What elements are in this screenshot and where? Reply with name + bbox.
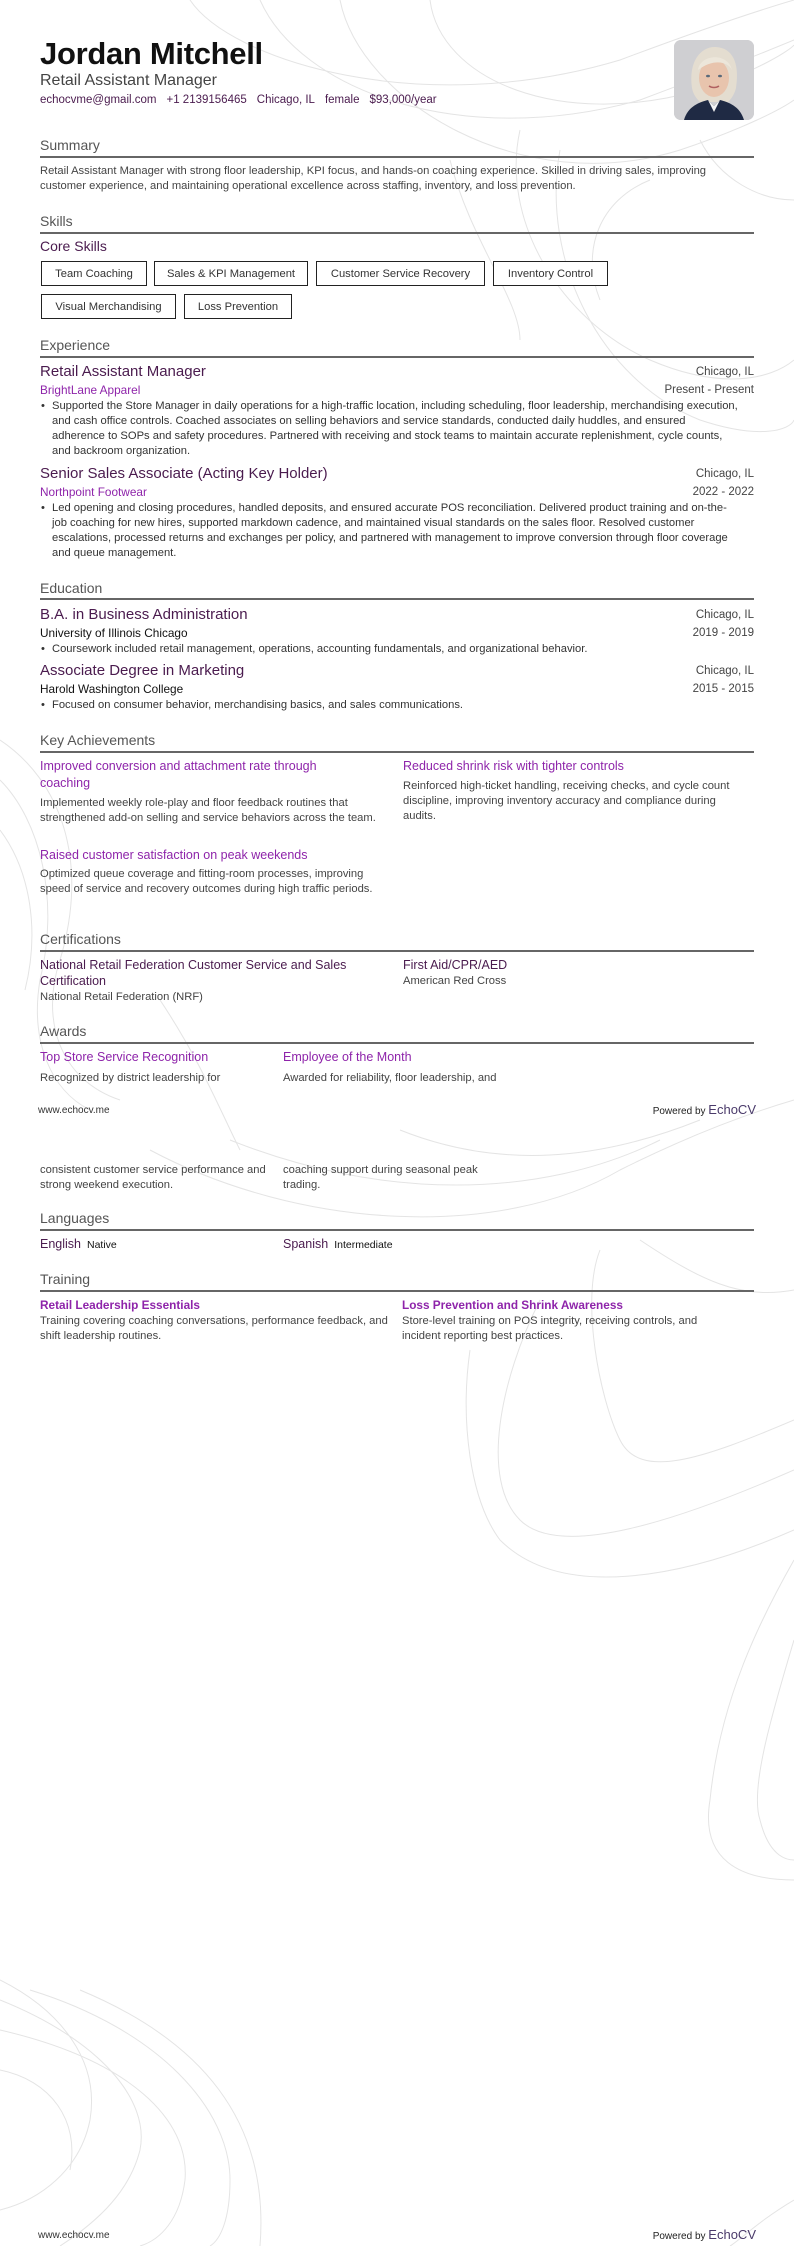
footer-website-link[interactable]: www.echocv.me [38,1105,110,1116]
achievement-text: Reinforced high-ticket handling, receiving checks, and cycle count discipline, improving inventory accuracy and compliance during audits. [403,780,730,822]
language-item [283,1237,393,1251]
skill-chip: Customer Service Recovery [316,261,485,286]
section-divider [40,751,754,753]
footer-powered-by [653,1102,756,1117]
job-bullet: • Supported the Store Manager in daily operations for a high-traffic location, including scheduling, floor leadership, merchandising execution, and cash office controls. Coached associates on selling behaviors and service standards, conducted daily huddles, and ensured adherence to SOPs and safety procedures. Partnered with receiving and stock teams to maintain accurate replenishment, cycle counts, and backroom organization. [40,399,740,459]
section-title-training: Training [40,1271,91,1287]
achievement-text: Implemented weekly role-play and floor feedback routines that strengthened add-on selling and service behaviors across the team. [40,797,376,824]
training-text: Store-level training on POS integrity, receiving controls, and incident reporting best practices. [402,1315,698,1342]
job-dates: Present - Present [664,384,754,396]
section-title-languages: Languages [40,1210,110,1226]
job-title: Senior Sales Associate (Acting Key Holder) [40,465,328,482]
skill-chip: Sales & KPI Management [154,261,308,286]
award-title: Employee of the Month [283,1050,412,1064]
section-divider [40,356,754,358]
award-title: Top Store Service Recognition [40,1050,209,1064]
achievement-title: Reduced shrink risk with tighter controls [403,759,624,773]
job-location: Chicago, IL [695,366,754,378]
contact-location: Chicago, IL [256,94,315,106]
brand-name[interactable]: EchoCV [708,1102,756,1117]
education-location: Chicago, IL [695,609,754,621]
candidate-title: Retail Assistant Manager [40,72,217,89]
footer-website-link[interactable]: www.echocv.me [38,2230,110,2241]
section-title-certifications: Certifications [40,931,121,947]
award-text: Recognized by district leadership for [40,1072,221,1084]
language-name: Spanish [283,1237,329,1251]
job-title: Retail Assistant Manager [40,363,206,380]
section-title-summary: Summary [40,137,100,153]
skill-chip: Loss Prevention [184,294,292,319]
portrait-icon [674,40,754,120]
award-text: Awarded for reliability, floor leadership, and [283,1072,497,1084]
skill-chip: Team Coaching [41,261,147,286]
certification-name: National Retail Federation Customer Service and Sales Certification [40,958,347,988]
education-bullet: • Coursework included retail management, operations, accounting fundamentals, and organizational behavior. [40,642,740,657]
section-title-achievements: Key Achievements [40,732,156,748]
section-divider [40,1042,754,1044]
job-company: Northpoint Footwear [40,485,147,499]
training-title: Retail Leadership Essentials [40,1298,200,1312]
section-title-awards: Awards [40,1023,87,1039]
language-level: Native [87,1239,117,1251]
training-text: Training covering coaching conversations, performance feedback, and shift leadership routines. [40,1315,388,1342]
job-company: BrightLane Apparel [40,383,141,397]
section-divider [40,950,754,952]
skill-chip: Inventory Control [493,261,608,286]
education-dates: 2015 - 2015 [692,683,754,695]
section-divider [40,156,754,158]
language-name: English [40,1237,81,1251]
degree-title: B.A. in Business Administration [40,606,248,623]
degree-title: Associate Degree in Marketing [40,662,245,679]
contact-email[interactable]: echocvme@gmail.com [40,94,157,106]
job-bullet: • Led opening and closing procedures, handled deposits, and ensured accurate POS reconciliation. Delivered product training and on-the-job coaching for new hires, supported markdown cadence, and maintained visual standards on the sales floor. Resolved customer escalations, processed returns and exchanges per policy, and partnered with management to improve conversion through floor coverage and queue management. [40,501,740,561]
contact-info [40,94,437,106]
job-dates: 2022 - 2022 [692,486,754,498]
achievement-title: Improved conversion and attachment rate through coaching [40,759,317,790]
achievement-title: Raised customer satisfaction on peak weekends [40,848,308,862]
school-name: University of Illinois Chicago [40,626,188,640]
certification-issuer: National Retail Federation (NRF) [40,991,203,1003]
contact-salary: $93,000/year [369,94,437,106]
training-title: Loss Prevention and Shrink Awareness [402,1298,623,1312]
section-divider [40,232,754,234]
skills-group-title: Core Skills [40,238,107,254]
profile-photo [674,40,754,120]
certification-issuer: American Red Cross [403,975,507,987]
section-title-skills: Skills [40,213,73,229]
brand-name[interactable]: EchoCV [708,2227,756,2242]
candidate-name: Jordan Mitchell [40,36,263,71]
powered-by-label: Powered by [652,1106,706,1117]
language-item [40,1237,117,1251]
summary-text: Retail Assistant Manager with strong floor leadership, KPI focus, and hands-on coaching experience. Skilled in driving sales, improving customer experience, and maintaining operational excellence across staffing, inventory, and loss prevention. [40,165,707,192]
skill-chip: Visual Merchandising [41,294,176,319]
education-dates: 2019 - 2019 [692,627,754,639]
section-title-education: Education [40,580,103,596]
language-level: Intermediate [334,1239,393,1251]
contact-phone[interactable]: +1 2139156465 [166,94,247,106]
section-title-experience: Experience [40,337,111,353]
achievement-text: Optimized queue coverage and fitting-room processes, improving speed of service and recovery outcomes during high traffic periods. [40,868,373,895]
section-divider [40,598,754,600]
education-bullet: • Focused on consumer behavior, merchandising basics, and sales communications. [40,698,740,713]
section-divider [40,1229,754,1231]
powered-by-label: Powered by [652,2231,706,2242]
award-text-continued: coaching support during seasonal peak trading. [283,1164,478,1191]
certification-name: First Aid/CPR/AED [403,958,508,972]
award-text-continued: consistent customer service performance and strong weekend execution. [40,1164,266,1191]
contact-gender: female [324,94,360,106]
job-location: Chicago, IL [695,468,754,480]
section-divider [40,1290,754,1292]
footer-powered-by [653,2227,756,2242]
school-name: Harold Washington College [40,682,184,696]
education-location: Chicago, IL [695,665,754,677]
